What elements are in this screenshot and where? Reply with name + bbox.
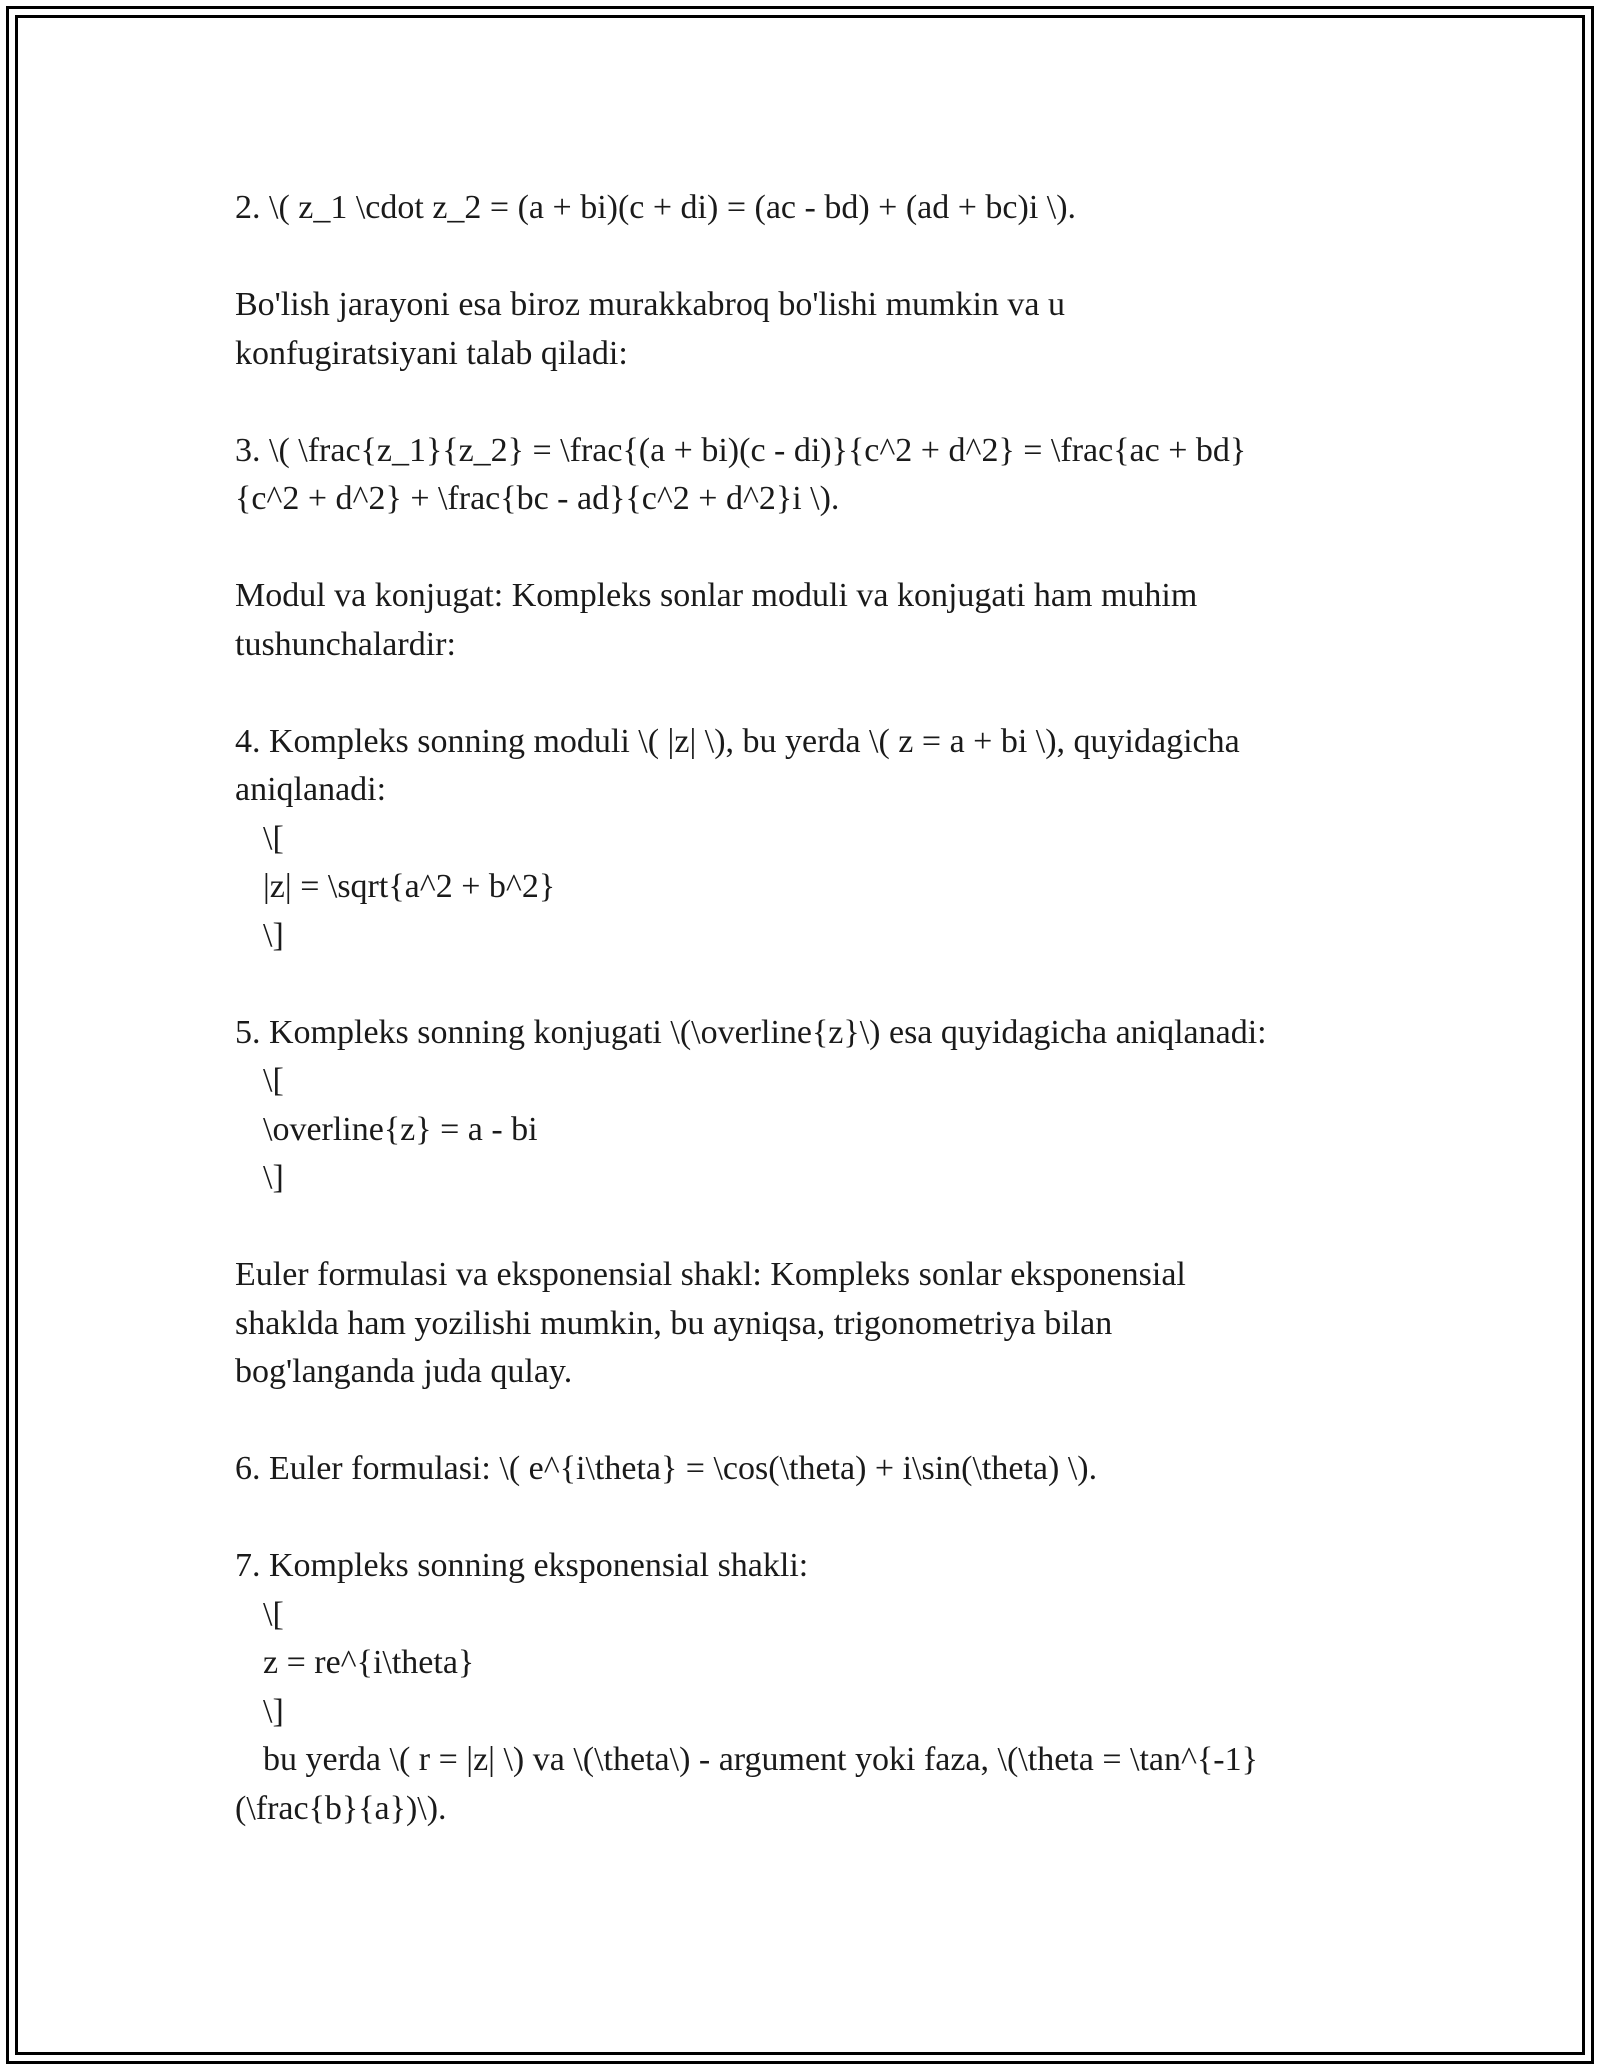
spacer <box>235 1203 1415 1252</box>
paragraph-line: bu yerda \( r = |z| \) va \(\theta\) - argument yoki faza, \(\theta = \tan^{-1} <box>263 1741 1258 1778</box>
paragraph-line: konfugiratsiyani talab qiladi: <box>235 334 628 372</box>
division-intro-paragraph <box>235 281 1415 378</box>
paragraph-line: Bo'lish jarayoni esa biroz murakkabroq bo'lishi mumkin va u <box>235 286 1065 323</box>
paragraph-line: Euler formulasi va eksponensial shakl: Kompleks sonlar eksponensial <box>235 1256 1186 1293</box>
spacer <box>235 1494 1415 1543</box>
spacer <box>235 378 1415 427</box>
paragraph-line: 4. Kompleks sonning moduli \( |z| \), bu yerda \( z = a + bi \), quyidagicha <box>235 722 1240 760</box>
display-math-open: \[ <box>263 819 284 857</box>
paragraph-line: shaklda ham yozilishi mumkin, bu ayniqsa, trigonometriya bilan <box>235 1304 1113 1342</box>
spacer <box>235 233 1415 282</box>
spacer <box>235 524 1415 573</box>
item-6-euler-formula: 6. Euler formulasi: \( e^{i\theta} = \cos(\theta) + i\sin(\theta) \). <box>235 1450 1098 1487</box>
item-7-exponential-form <box>235 1542 1415 1833</box>
paragraph-line: tushunchalardir: <box>235 625 456 663</box>
display-math-close: \] <box>263 916 284 954</box>
item-3-division <box>235 427 1415 524</box>
paragraph-line: 7. Kompleks sonning eksponensial shakli: <box>235 1547 809 1584</box>
paragraph-line: 5. Kompleks sonning konjugati \(\overline{z}\) esa quyidagicha aniqlanadi: <box>235 1013 1267 1051</box>
paragraph-line: bog'langanda juda qulay. <box>235 1353 573 1390</box>
spacer <box>235 669 1415 718</box>
paragraph-line: aniqlanadi: <box>235 771 387 808</box>
modulus-intro-paragraph <box>235 572 1415 669</box>
spacer <box>235 1397 1415 1446</box>
spacer <box>235 960 1415 1009</box>
display-math-formula: |z| = \sqrt{a^2 + b^2} <box>263 868 556 905</box>
formula-line: 3. \( \frac{z_1}{z_2} = \frac{(a + bi)(c - di)}{c^2 + d^2} = \frac{ac + bd} <box>235 431 1247 469</box>
item-2-multiplication: 2. \( z_1 \cdot z_2 = (a + bi)(c + di) = (ac - bd) + (ad + bc)i \). <box>235 189 1077 226</box>
paragraph-line: (\frac{b}{a})\). <box>235 1789 447 1827</box>
euler-intro-paragraph <box>235 1251 1415 1397</box>
display-math-formula: z = re^{i\theta} <box>263 1644 475 1681</box>
item-5-conjugate <box>235 1009 1415 1203</box>
display-math-close: \] <box>263 1692 284 1730</box>
item-4-modulus <box>235 718 1415 961</box>
display-math-formula: \overline{z} = a - bi <box>263 1110 538 1148</box>
display-math-open: \[ <box>263 1062 284 1099</box>
formula-line: {c^2 + d^2} + \frac{bc - ad}{c^2 + d^2}i \). <box>235 480 840 517</box>
display-math-open: \[ <box>263 1595 284 1633</box>
display-math-close: \] <box>263 1159 284 1196</box>
paragraph-line: Modul va konjugat: Kompleks sonlar moduli va konjugati ham muhim <box>235 577 1198 614</box>
document-body <box>235 184 1415 1833</box>
